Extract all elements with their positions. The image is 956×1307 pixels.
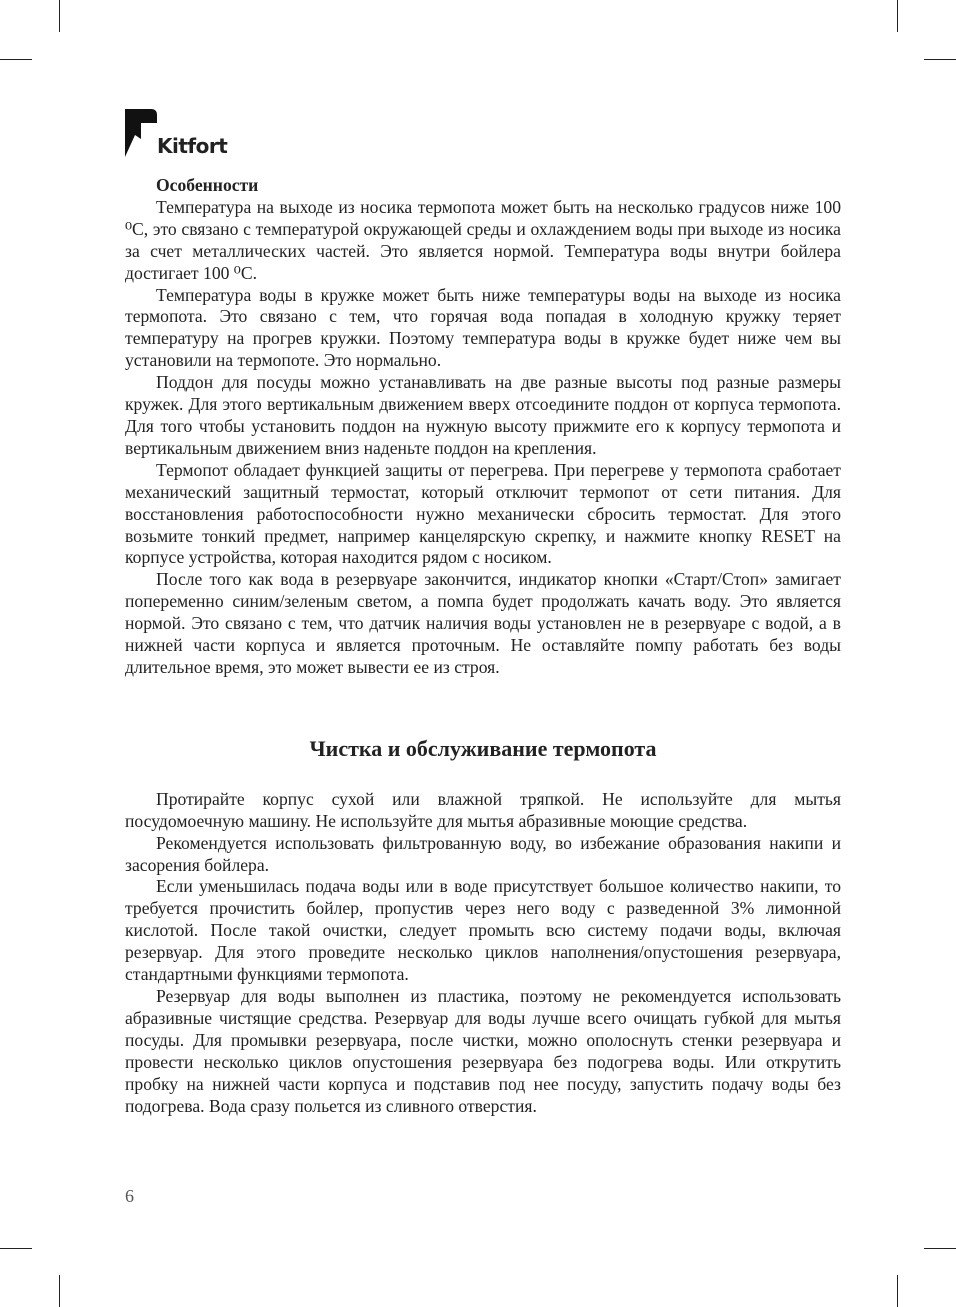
- page-number: 6: [125, 1186, 134, 1206]
- features-paragraph: После того как вода в резервуаре закончится, индикатор кнопки «Старт/Стоп» замигает попеременно синим/зеленым светом, а помпа будет продолжать качать воду. Это является нормой. Это связано с тем, что датчик наличия воды установлен не в резервуаре с водой, а в нижней части корпуса и является проточным. Не оставляйте помпу работать без воды длительное время, это может вывести ее из строя.: [125, 569, 841, 677]
- page-content: [125, 175, 841, 1117]
- crop-mark: [0, 1248, 32, 1249]
- features-paragraph: Температура на выходе из носика термопота может быть на несколько градусов ниже 100 ⁰С, это связано с температурой окружающей среды и охлаждением воды при выходе из носика за счет металлических частей. Это является нормой. Температура воды внутри бойлера достигает 100 ⁰С.: [125, 196, 841, 283]
- features-paragraph: Температура воды в кружке может быть ниже температуры воды на выходе из носика термопота. Это связано с тем, что горячая вода попадая в холодную кружку теряет температуру на прогрев кружки. Поэтому температура воды в кружке будет ниже чем вы установили на термопоте. Это нормально.: [125, 284, 841, 371]
- features-paragraph: Термопот обладает функцией защиты от перегрева. При перегреве у термопота сработает механический защитный термостат, который отключит термопот от сети питания. Для восстановления работоспособности нужно механически сбросить термостат. Для этого возьмите тонкий предмет, например канцелярскую скрепку, и нажмите кнопку RESET на корпусе устройства, которая находится рядом с носиком.: [125, 459, 841, 568]
- crop-mark: [897, 1275, 898, 1307]
- crop-mark: [897, 0, 898, 32]
- crop-mark: [924, 59, 956, 60]
- cleaning-paragraph: Рекомендуется использовать фильтрованную воду, во избежание образования накипи и засорения бойлера.: [125, 832, 841, 875]
- cleaning-paragraph: Если уменьшилась подача воды или в воде присутствует большое количество накипи, то требуется прочистить бойлер, пропустив через него воду с разведенной 3% лимонной кислотой. После такой очистки, следует промыть всю систему подачи воды, включая резервуар. Для этого проведите несколько циклов наполнения/опустошения резервуара, стандартными функциями термопота.: [125, 876, 841, 985]
- features-heading: Особенности: [156, 175, 259, 195]
- crop-mark: [924, 1248, 956, 1249]
- brand-name: Kitfort: [157, 134, 228, 158]
- crop-mark: [59, 0, 60, 32]
- cleaning-paragraph: Протирайте корпус сухой или влажной тряпкой. Не используйте для мытья посудомоечную машину. Не используйте для мытья абразивные моющие средства.: [125, 788, 841, 831]
- features-paragraph: Поддон для посуды можно устанавливать на две разные высоты под разные размеры кружек. Для этого вертикальным движением вверх отсоедините поддон от корпуса термопота. Для того чтобы установить поддон на нужную высоту прижмите его к корпусу термопота и вертикальным движением вниз наденьте поддон на крепления.: [125, 372, 841, 458]
- crop-mark: [0, 59, 32, 60]
- section-title: Чистка и обслуживание термопота: [309, 735, 657, 761]
- crop-mark: [59, 1275, 60, 1307]
- kitfort-logo-icon: [125, 109, 157, 157]
- cleaning-paragraph: Резервуар для воды выполнен из пластика, поэтому не рекомендуется использовать абразивные чистящие средства. Резервуар для воды лучше всего очищать губкой для мытья посуды. Для промывки резервуара, после чистки, можно ополоснуть стенки резервуара и провести несколько циклов опустошения резервуара без подогрева воды. Или открутить пробку на нижней части корпуса и подставив под нее посуду, запустить подачу воды без подогрева. Вода сразу польется из сливного отверстия.: [125, 986, 841, 1116]
